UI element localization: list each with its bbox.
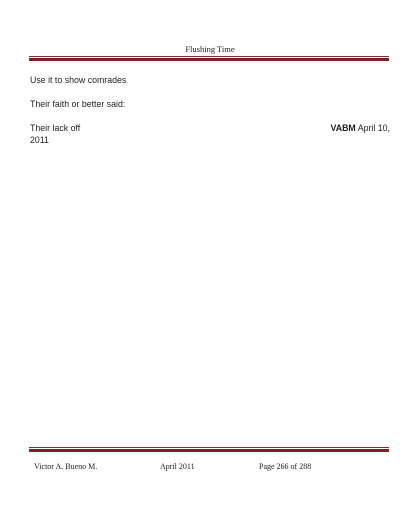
footer-rule <box>29 447 389 452</box>
poem-line-3: Their lack off <box>30 123 81 133</box>
poem-line-1: Use it to show comrades <box>30 75 127 85</box>
footer-date: April 2011 <box>160 462 195 471</box>
poem-line-2: Their faith or better said: <box>30 99 126 109</box>
signature-initials: VABM <box>330 123 356 133</box>
header-title: Flushing Time <box>185 44 235 54</box>
footer-author: Victor A. Bueno M. <box>34 462 98 471</box>
signature <box>331 123 391 134</box>
header-rule <box>29 56 389 61</box>
signature-year: 2011 <box>30 135 49 145</box>
footer-page-number: Page 266 of 288 <box>259 462 312 471</box>
signature-date: April 10, <box>357 123 390 133</box>
